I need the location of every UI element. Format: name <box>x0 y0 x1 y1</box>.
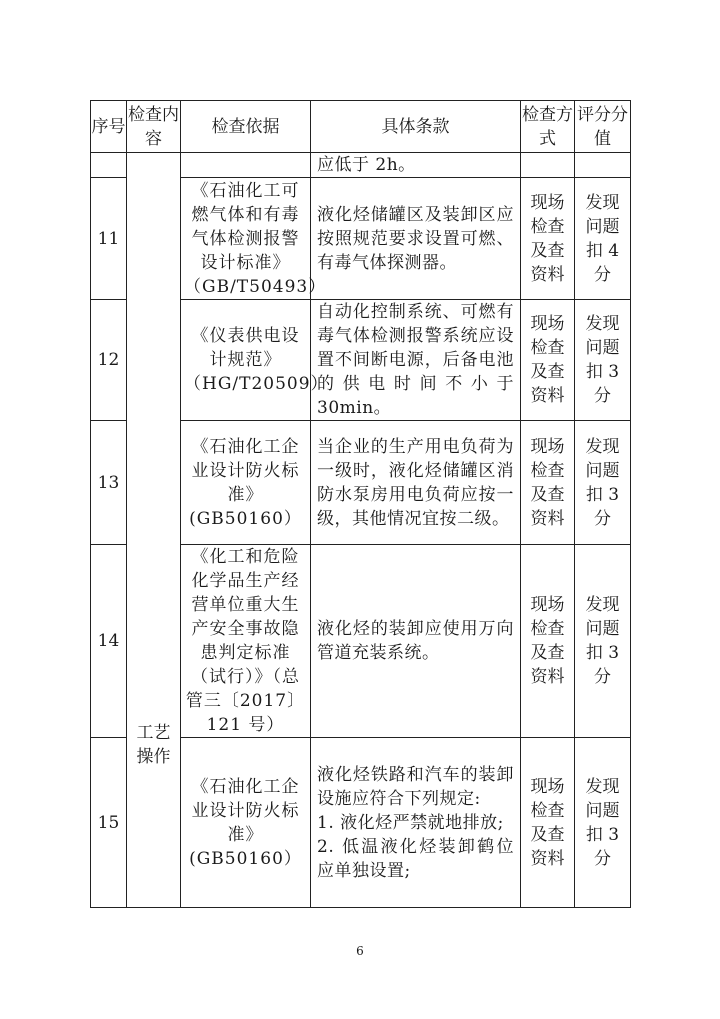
header-row <box>91 101 631 153</box>
row-score: 发现问题扣 3 分 <box>575 545 631 738</box>
row-score: 发现问题扣 3 分 <box>575 738 631 908</box>
row-number: 14 <box>91 545 127 738</box>
row-method: 现场检查及查资料 <box>521 421 575 545</box>
row-number: 12 <box>91 300 127 421</box>
row-basis: 《石油化工企业设计防火标准》(GB50160） <box>181 421 311 545</box>
cell-empty <box>521 153 575 178</box>
header-score: 评分分值 <box>575 101 631 153</box>
row-clause: 自动化控制系统、可燃有毒气体检测报警系统应设置不间断电源，后备电池的供电时间不小于 30min。 <box>311 300 521 421</box>
row-score: 发现问题扣 3 分 <box>575 300 631 421</box>
header-content: 检查内容 <box>127 101 181 153</box>
row-number: 11 <box>91 178 127 300</box>
row-basis: 《石油化工企业设计防火标准》(GB50160） <box>181 738 311 908</box>
clause-line: 2. 低温液化烃装卸鹤位应单独设置; <box>317 836 514 881</box>
category-label: 工艺操作 <box>136 723 171 767</box>
clause-line: 液化烃铁路和汽车的装卸设施应符合下列规定: <box>317 764 514 809</box>
category-cell <box>127 153 181 908</box>
row-clause: 液化烃的装卸应使用万向管道充装系统。 <box>311 545 521 738</box>
row-basis: 《石油化工可燃气体和有毒气体检测报警设计标准》（GB/T50493） <box>181 178 311 300</box>
inspection-table <box>90 100 631 908</box>
row-method: 现场检查及查资料 <box>521 738 575 908</box>
header-clause: 具体条款 <box>311 101 521 153</box>
row-method: 现场检查及查资料 <box>521 178 575 300</box>
cell-empty <box>91 153 127 178</box>
row-basis: 《仪表供电设计规范》（HG/T20509） <box>181 300 311 421</box>
table-row-continuation <box>91 153 631 178</box>
header-seq: 序号 <box>91 101 127 153</box>
header-basis: 检查依据 <box>181 101 311 153</box>
clause-line: 1. 液化烃严禁就地排放; <box>317 812 504 833</box>
row-score: 发现问题扣 3 分 <box>575 421 631 545</box>
row-method: 现场检查及查资料 <box>521 545 575 738</box>
row-basis: 《化工和危险化学品生产经营单位重大生产安全事故隐患判定标准（试行）》（总管三〔2017〕121 号） <box>181 545 311 738</box>
row-clause: 液化烃储罐区及装卸区应按照规范要求设置可燃、有毒气体探测器。 <box>311 178 521 300</box>
page-number: 6 <box>356 944 364 958</box>
row-method: 现场检查及查资料 <box>521 300 575 421</box>
row-score: 发现问题扣 4 分 <box>575 178 631 300</box>
cell-empty <box>181 153 311 178</box>
cell-empty <box>575 153 631 178</box>
continuation-clause: 应低于 2h。 <box>311 153 521 178</box>
row-number: 13 <box>91 421 127 545</box>
row-clause: 当企业的生产用电负荷为一级时，液化烃储罐区消防水泵房用电负荷应按一级，其他情况宜按二级。 <box>311 421 521 545</box>
row-clause <box>311 738 521 908</box>
row-number: 15 <box>91 738 127 908</box>
header-method: 检查方式 <box>521 101 575 153</box>
